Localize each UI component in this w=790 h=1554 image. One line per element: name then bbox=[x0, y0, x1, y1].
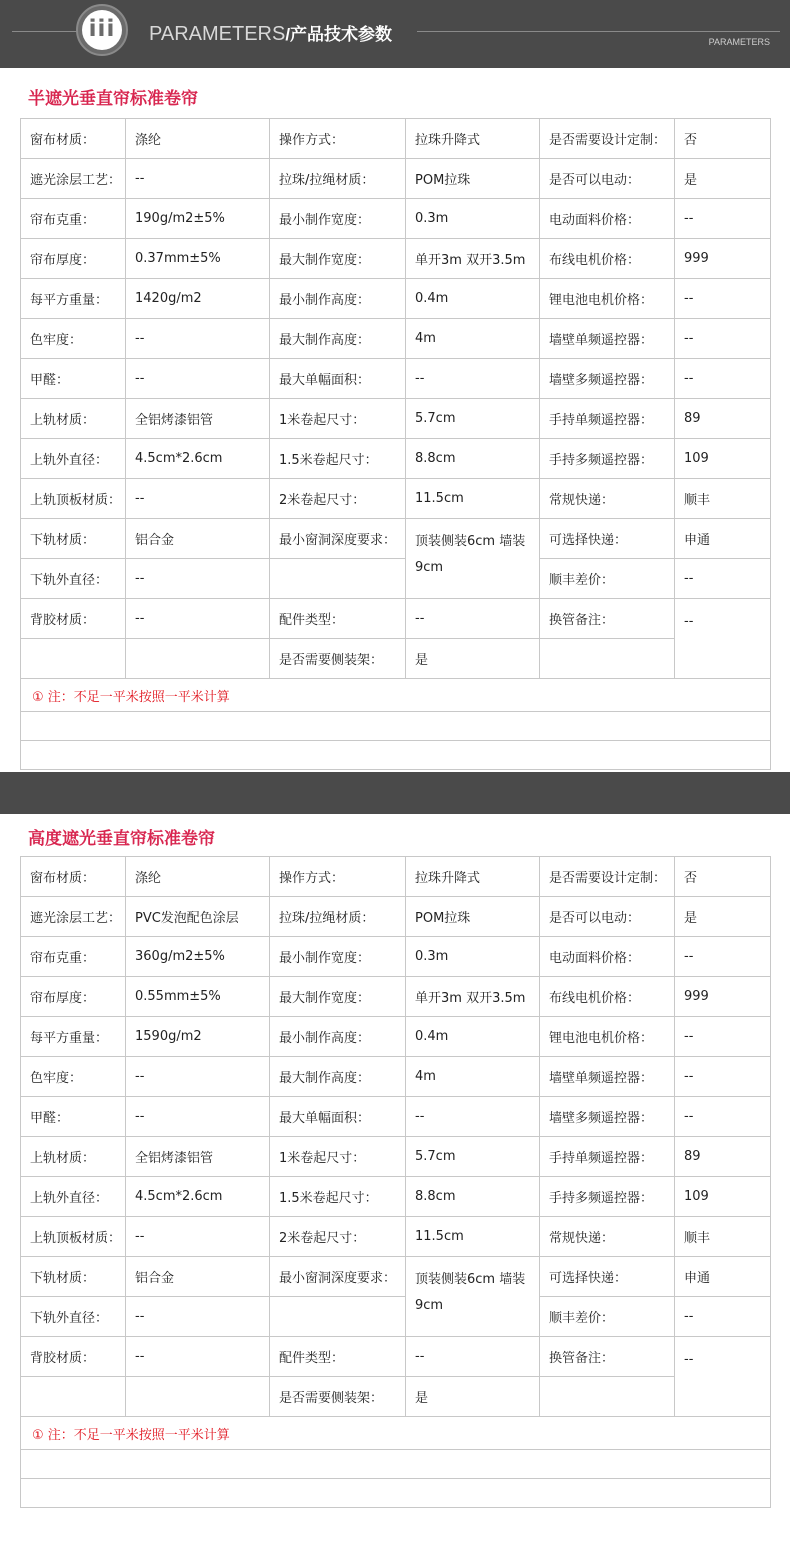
spec-label: 2米卷起尺寸： bbox=[270, 1217, 406, 1257]
table-row bbox=[21, 1057, 771, 1097]
spec-value: 涤纶 bbox=[126, 119, 270, 159]
table-row bbox=[21, 1217, 771, 1257]
table-row bbox=[21, 1097, 771, 1137]
spec-value: -- bbox=[126, 559, 270, 599]
spec-value: 5.7cm bbox=[406, 1137, 540, 1177]
table-row bbox=[21, 119, 771, 159]
spec-label: 帘布厚度： bbox=[21, 239, 126, 279]
spec-label: 最大制作宽度： bbox=[270, 239, 406, 279]
empty-cell bbox=[270, 559, 406, 599]
section-1-spec-table bbox=[20, 118, 771, 770]
spec-value: 89 bbox=[675, 399, 771, 439]
header-right-label: PARAMETERS bbox=[708, 37, 770, 47]
spec-value: 11.5cm bbox=[406, 1217, 540, 1257]
table-row bbox=[21, 519, 771, 559]
table-row bbox=[21, 1137, 771, 1177]
spec-value: 顶装侧装6cm 墙装9cm bbox=[406, 519, 540, 599]
spec-label: 最小制作宽度： bbox=[270, 199, 406, 239]
spec-value: 是 bbox=[675, 897, 771, 937]
blank-row bbox=[21, 741, 771, 770]
spec-label: 每平方重量： bbox=[21, 279, 126, 319]
header-title-cn: /产品技术参数 bbox=[285, 25, 393, 44]
spec-value: 999 bbox=[675, 977, 771, 1017]
spec-value: -- bbox=[126, 319, 270, 359]
spec-value: 4.5cm*2.6cm bbox=[126, 1177, 270, 1217]
spec-label: 顺丰差价： bbox=[540, 1297, 675, 1337]
table-row bbox=[21, 239, 771, 279]
spec-value: 申通 bbox=[675, 519, 771, 559]
spec-value: 8.8cm bbox=[406, 439, 540, 479]
spec-value: -- bbox=[126, 359, 270, 399]
spec-value: -- bbox=[126, 1097, 270, 1137]
spec-label: 手持多频遥控器： bbox=[540, 439, 675, 479]
section-2-spec-table bbox=[20, 856, 771, 1508]
table-row bbox=[21, 1297, 771, 1337]
spec-label: 1.5米卷起尺寸： bbox=[270, 1177, 406, 1217]
spec-value: 否 bbox=[675, 857, 771, 897]
spec-label: 最大制作高度： bbox=[270, 319, 406, 359]
spec-value: POM拉珠 bbox=[406, 159, 540, 199]
spec-label: 最小窗洞深度要求： bbox=[270, 1257, 406, 1297]
spec-label: 拉珠/拉绳材质： bbox=[270, 897, 406, 937]
blank-row bbox=[21, 1450, 771, 1479]
spec-value: 否 bbox=[675, 119, 771, 159]
spec-label: 是否可以电动： bbox=[540, 897, 675, 937]
spec-label: 上轨顶板材质： bbox=[21, 1217, 126, 1257]
spec-label: 最大单幅面积： bbox=[270, 1097, 406, 1137]
spec-label: 常规快递： bbox=[540, 1217, 675, 1257]
table-row bbox=[21, 897, 771, 937]
header-title bbox=[149, 20, 392, 46]
table-row bbox=[21, 159, 771, 199]
spec-label: 2米卷起尺寸： bbox=[270, 479, 406, 519]
spec-value: -- bbox=[675, 1017, 771, 1057]
spec-label: 下轨材质： bbox=[21, 519, 126, 559]
spec-value: 0.55mm±5% bbox=[126, 977, 270, 1017]
spec-label: 上轨外直径： bbox=[21, 439, 126, 479]
spec-value: -- bbox=[675, 1097, 771, 1137]
empty-cell bbox=[21, 1450, 771, 1479]
spec-value: -- bbox=[126, 599, 270, 639]
spec-value: 8.8cm bbox=[406, 1177, 540, 1217]
section-divider bbox=[0, 772, 790, 814]
spec-label: 墙壁多频遥控器： bbox=[540, 1097, 675, 1137]
empty-cell bbox=[540, 639, 675, 679]
spec-label: 最小制作高度： bbox=[270, 279, 406, 319]
spec-value: -- bbox=[675, 937, 771, 977]
spec-label: 手持单频遥控器： bbox=[540, 1137, 675, 1177]
spec-value: 铝合金 bbox=[126, 519, 270, 559]
empty-cell bbox=[540, 1377, 675, 1417]
spec-value: 360g/m2±5% bbox=[126, 937, 270, 977]
table-row bbox=[21, 937, 771, 977]
spec-label: 是否需要侧装架： bbox=[270, 639, 406, 679]
spec-label: 帘布厚度： bbox=[21, 977, 126, 1017]
spec-value: -- bbox=[126, 1297, 270, 1337]
spec-label: 遮光涂层工艺： bbox=[21, 897, 126, 937]
spec-value: 顶装侧装6cm 墙装9cm bbox=[406, 1257, 540, 1337]
header-rule-left bbox=[12, 31, 78, 32]
spec-value: 1420g/m2 bbox=[126, 279, 270, 319]
table-row bbox=[21, 359, 771, 399]
spec-label: 上轨外直径： bbox=[21, 1177, 126, 1217]
spec-value: 1590g/m2 bbox=[126, 1017, 270, 1057]
spec-value: 顺丰 bbox=[675, 1217, 771, 1257]
header-title-en: PARAMETERS bbox=[149, 23, 286, 45]
spec-value: 是 bbox=[675, 159, 771, 199]
spec-label: 常规快递： bbox=[540, 479, 675, 519]
spec-value: 5.7cm bbox=[406, 399, 540, 439]
table-row bbox=[21, 199, 771, 239]
spec-label: 甲醛： bbox=[21, 359, 126, 399]
spec-label: 下轨外直径： bbox=[21, 559, 126, 599]
blank-row bbox=[21, 1479, 771, 1508]
empty-cell bbox=[126, 1377, 270, 1417]
spec-value: -- bbox=[675, 559, 771, 599]
spec-value: 顺丰 bbox=[675, 479, 771, 519]
spec-label: 最小制作宽度： bbox=[270, 937, 406, 977]
spec-label: 上轨材质： bbox=[21, 1137, 126, 1177]
table-row bbox=[21, 857, 771, 897]
spec-label: 色牢度： bbox=[21, 1057, 126, 1097]
spec-label: 配件类型： bbox=[270, 599, 406, 639]
spec-label: 1米卷起尺寸： bbox=[270, 399, 406, 439]
spec-label: 墙壁单频遥控器： bbox=[540, 1057, 675, 1097]
spec-value: -- bbox=[406, 599, 540, 639]
spec-label: 电动面料价格： bbox=[540, 937, 675, 977]
table-row bbox=[21, 279, 771, 319]
spec-value: 4m bbox=[406, 1057, 540, 1097]
spec-label: 手持单频遥控器： bbox=[540, 399, 675, 439]
note-row bbox=[21, 1417, 771, 1450]
empty-cell bbox=[126, 639, 270, 679]
spec-label: 是否可以电动： bbox=[540, 159, 675, 199]
spec-value: 109 bbox=[675, 1177, 771, 1217]
table-row bbox=[21, 1257, 771, 1297]
spec-value: PVC发泡配色涂层 bbox=[126, 897, 270, 937]
spec-label: 窗布材质： bbox=[21, 857, 126, 897]
spec-label: 每平方重量： bbox=[21, 1017, 126, 1057]
spec-label: 是否需要侧装架： bbox=[270, 1377, 406, 1417]
spec-label: 锂电池电机价格： bbox=[540, 279, 675, 319]
spec-value: 4.5cm*2.6cm bbox=[126, 439, 270, 479]
spec-label: 布线电机价格： bbox=[540, 977, 675, 1017]
note-text: ① 注：不足一平米按照一平米计算 bbox=[21, 1417, 771, 1450]
spec-label: 墙壁多频遥控器： bbox=[540, 359, 675, 399]
spec-label: 帘布克重： bbox=[21, 937, 126, 977]
table-row bbox=[21, 439, 771, 479]
spec-value: -- bbox=[126, 159, 270, 199]
spec-value: 铝合金 bbox=[126, 1257, 270, 1297]
note-row bbox=[21, 679, 771, 712]
spec-label: 色牢度： bbox=[21, 319, 126, 359]
table-row bbox=[21, 599, 771, 639]
spec-label: 背胶材质： bbox=[21, 1337, 126, 1377]
spec-value: -- bbox=[675, 1297, 771, 1337]
empty-cell bbox=[21, 712, 771, 741]
spec-label: 布线电机价格： bbox=[540, 239, 675, 279]
spec-label: 是否需要设计定制： bbox=[540, 119, 675, 159]
logo-icon: iii bbox=[82, 10, 122, 50]
spec-label: 手持多频遥控器： bbox=[540, 1177, 675, 1217]
spec-value: 89 bbox=[675, 1137, 771, 1177]
spec-label: 操作方式： bbox=[270, 857, 406, 897]
spec-label: 顺丰差价： bbox=[540, 559, 675, 599]
table-row bbox=[21, 1177, 771, 1217]
table-row bbox=[21, 319, 771, 359]
spec-value: 0.3m bbox=[406, 199, 540, 239]
spec-label: 上轨顶板材质： bbox=[21, 479, 126, 519]
spec-label: 墙壁单频遥控器： bbox=[540, 319, 675, 359]
empty-cell bbox=[270, 1297, 406, 1337]
spec-label: 最大单幅面积： bbox=[270, 359, 406, 399]
spec-label: 最大制作高度： bbox=[270, 1057, 406, 1097]
spec-value: 0.4m bbox=[406, 279, 540, 319]
spec-label: 1米卷起尺寸： bbox=[270, 1137, 406, 1177]
table-row bbox=[21, 479, 771, 519]
spec-value: 拉珠升降式 bbox=[406, 119, 540, 159]
spec-value: 申通 bbox=[675, 1257, 771, 1297]
spec-label: 最小窗洞深度要求： bbox=[270, 519, 406, 559]
spec-value: 全铝烤漆铝管 bbox=[126, 1137, 270, 1177]
table-row bbox=[21, 399, 771, 439]
spec-label: 可选择快递： bbox=[540, 1257, 675, 1297]
empty-cell bbox=[21, 1479, 771, 1508]
spec-value: 全铝烤漆铝管 bbox=[126, 399, 270, 439]
spec-value: 0.3m bbox=[406, 937, 540, 977]
spec-value: -- bbox=[675, 279, 771, 319]
spec-value: 11.5cm bbox=[406, 479, 540, 519]
spec-value: 190g/m2±5% bbox=[126, 199, 270, 239]
section-1-title: 半遮光垂直帘标准卷帘 bbox=[28, 89, 198, 109]
spec-value: POM拉珠 bbox=[406, 897, 540, 937]
spec-label: 上轨材质： bbox=[21, 399, 126, 439]
parameters-header bbox=[0, 0, 790, 68]
empty-cell bbox=[21, 639, 126, 679]
spec-label: 可选择快递： bbox=[540, 519, 675, 559]
table-row bbox=[21, 639, 771, 679]
spec-label: 操作方式： bbox=[270, 119, 406, 159]
spec-value: -- bbox=[406, 1097, 540, 1137]
section-2-title: 高度遮光垂直帘标准卷帘 bbox=[28, 829, 215, 849]
spec-label: 电动面料价格： bbox=[540, 199, 675, 239]
table-row bbox=[21, 1017, 771, 1057]
spec-value: -- bbox=[675, 319, 771, 359]
table-row bbox=[21, 1377, 771, 1417]
spec-value: -- bbox=[406, 359, 540, 399]
spec-value: 999 bbox=[675, 239, 771, 279]
table-row bbox=[21, 977, 771, 1017]
header-rule-right bbox=[417, 31, 780, 32]
spec-label: 是否需要设计定制： bbox=[540, 857, 675, 897]
spec-value: 0.37mm±5% bbox=[126, 239, 270, 279]
spec-value: -- bbox=[675, 199, 771, 239]
spec-label: 锂电池电机价格： bbox=[540, 1017, 675, 1057]
empty-cell bbox=[21, 1377, 126, 1417]
spec-value: -- bbox=[675, 359, 771, 399]
spec-label: 换管备注： bbox=[540, 599, 675, 639]
spec-value: 拉珠升降式 bbox=[406, 857, 540, 897]
spec-value: -- bbox=[126, 1217, 270, 1257]
spec-label: 拉珠/拉绳材质： bbox=[270, 159, 406, 199]
spec-value: 单开3m 双开3.5m bbox=[406, 239, 540, 279]
spec-label: 换管备注： bbox=[540, 1337, 675, 1377]
spec-label: 配件类型： bbox=[270, 1337, 406, 1377]
spec-value: 4m bbox=[406, 319, 540, 359]
spec-label: 1.5米卷起尺寸： bbox=[270, 439, 406, 479]
spec-value: 是 bbox=[406, 1377, 540, 1417]
spec-label: 甲醛： bbox=[21, 1097, 126, 1137]
spec-value: 单开3m 双开3.5m bbox=[406, 977, 540, 1017]
spec-value: -- bbox=[126, 1337, 270, 1377]
spec-value: 0.4m bbox=[406, 1017, 540, 1057]
spec-value: -- bbox=[675, 1057, 771, 1097]
table-row bbox=[21, 1337, 771, 1377]
spec-label: 背胶材质： bbox=[21, 599, 126, 639]
spec-value: -- bbox=[126, 1057, 270, 1097]
spec-label: 遮光涂层工艺： bbox=[21, 159, 126, 199]
spec-value: -- bbox=[126, 479, 270, 519]
spec-value: 109 bbox=[675, 439, 771, 479]
spec-label: 帘布克重： bbox=[21, 199, 126, 239]
table-row bbox=[21, 559, 771, 599]
note-text: ① 注：不足一平米按照一平米计算 bbox=[21, 679, 771, 712]
spec-value: 涤纶 bbox=[126, 857, 270, 897]
spec-value: -- bbox=[675, 599, 771, 679]
spec-value: -- bbox=[675, 1337, 771, 1417]
spec-label: 窗布材质： bbox=[21, 119, 126, 159]
spec-value: 是 bbox=[406, 639, 540, 679]
spec-value: -- bbox=[406, 1337, 540, 1377]
blank-row bbox=[21, 712, 771, 741]
spec-label: 下轨外直径： bbox=[21, 1297, 126, 1337]
spec-label: 最小制作高度： bbox=[270, 1017, 406, 1057]
empty-cell bbox=[21, 741, 771, 770]
spec-label: 下轨材质： bbox=[21, 1257, 126, 1297]
spec-label: 最大制作宽度： bbox=[270, 977, 406, 1017]
